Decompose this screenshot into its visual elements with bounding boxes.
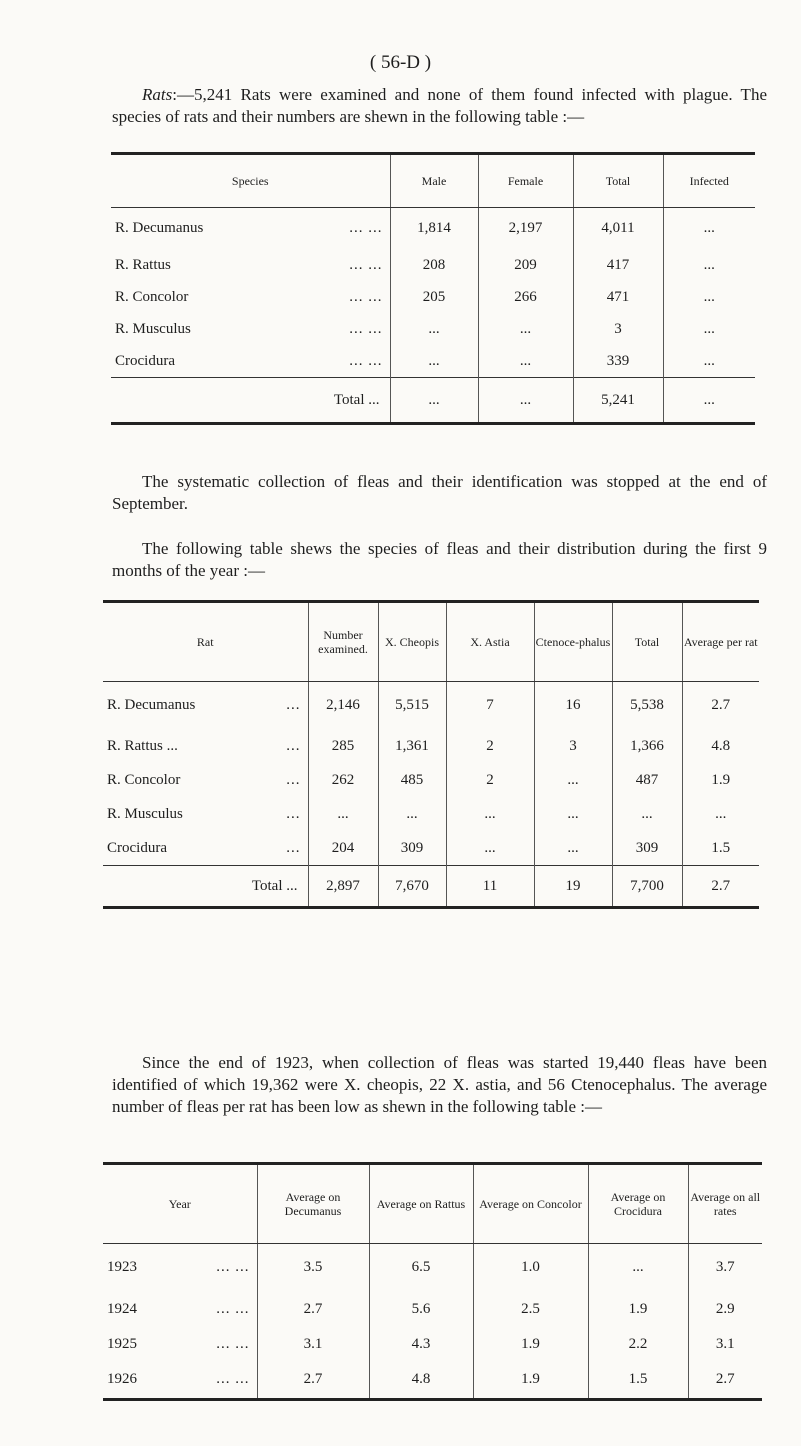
infected-value: ...: [663, 250, 755, 282]
number-value: 2,146: [308, 682, 378, 730]
crocidura-value: 2.2: [588, 1328, 688, 1362]
rattus-value: 5.6: [369, 1292, 473, 1328]
avg-value: 1.9: [682, 764, 759, 798]
table-row: Crocidura ... 204 309 ... ... 309 1.5: [103, 832, 759, 866]
all-value: 2.9: [688, 1292, 762, 1328]
concolor-value: 1.0: [473, 1244, 588, 1292]
infected-value: ...: [663, 346, 755, 378]
astia-total: 11: [446, 866, 534, 908]
total-value: 1,366: [612, 730, 682, 764]
species-name: R. Rattus: [115, 257, 171, 273]
page-number: ( 56-D ): [369, 52, 432, 73]
col-total: Total: [573, 154, 663, 208]
col-average-per-rat: Average per rat: [682, 602, 759, 682]
total-value: 471: [573, 282, 663, 314]
rattus-value: 6.5: [369, 1244, 473, 1292]
number-total: 2,897: [308, 866, 378, 908]
avg-value: 2.7: [682, 682, 759, 730]
rat-name: R. Decumanus: [107, 697, 196, 714]
male-value: ...: [390, 314, 478, 346]
number-value: 262: [308, 764, 378, 798]
year-value: 1925: [107, 1336, 137, 1352]
total-value: 487: [612, 764, 682, 798]
male-value: ...: [390, 346, 478, 378]
cteno-value: 16: [534, 682, 612, 730]
paragraph-since-1923: Since the end of 1923, when collection of fleas was started 19,440 fleas have been identified of which 19,362 were X. cheopis, 22 X. astia, and 56 Ctenocephalus. The average number of fleas per rat has been low as shewn in the following table :—: [112, 1053, 767, 1116]
number-value: ...: [308, 798, 378, 832]
concolor-value: 1.9: [473, 1362, 588, 1400]
col-total: Total: [612, 602, 682, 682]
total-value: 4,011: [573, 208, 663, 250]
cheopis-value: 1,361: [378, 730, 446, 764]
infected-value: ...: [663, 208, 755, 250]
astia-value: 7: [446, 682, 534, 730]
all-value: 3.7: [688, 1244, 762, 1292]
cheopis-value: ...: [378, 798, 446, 832]
total-row: [103, 866, 759, 908]
col-year: Year: [103, 1164, 257, 1244]
species-name: Crocidura: [115, 352, 175, 369]
cheopis-value: 485: [378, 764, 446, 798]
female-value: ...: [478, 346, 573, 378]
col-ctenocephalus: Ctenoce-phalus: [534, 602, 612, 682]
astia-value: 2: [446, 730, 534, 764]
decumanus-value: 2.7: [257, 1362, 369, 1400]
female-total: ...: [478, 378, 573, 424]
cheopis-value: 5,515: [378, 682, 446, 730]
col-number-examined: Number examined.: [308, 602, 378, 682]
rattus-value: 4.8: [369, 1362, 473, 1400]
table-row: R. Decumanus ... 2,146 5,515 7 16 5,538 2.7: [103, 682, 759, 730]
col-avg-rattus: Average on Rattus: [369, 1164, 473, 1244]
species-name: R. Decumanus: [115, 220, 204, 237]
number-value: 204: [308, 832, 378, 866]
cteno-value: ...: [534, 764, 612, 798]
rat-name: Crocidura: [107, 839, 167, 856]
year-value: 1924: [107, 1301, 137, 1317]
flea-distribution-table: [103, 600, 759, 909]
male-total: ...: [390, 378, 478, 424]
paragraph-flea-distribution: The following table shews the species of fleas and their distribution during the first 9 months of the year :—: [112, 539, 767, 580]
total-value: ...: [612, 798, 682, 832]
rats-lead: Rats: [142, 85, 173, 104]
table-row: 1926 ... ... 2.7 4.8 1.9 1.5 2.7: [103, 1362, 762, 1400]
infected-value: ...: [663, 282, 755, 314]
avg-value: 1.5: [682, 832, 759, 866]
female-value: ...: [478, 314, 573, 346]
decumanus-value: 3.1: [257, 1328, 369, 1362]
year-value: 1923: [107, 1259, 137, 1276]
table-row: Crocidura ... ... ... ... 339 ...: [111, 346, 755, 378]
yearly-average-table: [103, 1162, 762, 1401]
col-x-astia: X. Astia: [446, 602, 534, 682]
female-value: 209: [478, 250, 573, 282]
table-row: R. Musculus ... ... ... ... ... ... ...: [103, 798, 759, 832]
species-name: R. Concolor: [115, 289, 189, 305]
table-row: R. Decumanus ... ... 1,814 2,197 4,011 ...: [111, 208, 755, 250]
male-value: 1,814: [390, 208, 478, 250]
crocidura-value: ...: [588, 1244, 688, 1292]
cteno-value: ...: [534, 798, 612, 832]
col-x-cheopis: X. Cheopis: [378, 602, 446, 682]
col-avg-concolor: Average on Concolor: [473, 1164, 588, 1244]
table-row: R. Rattus ... ... 285 1,361 2 3 1,366 4.8: [103, 730, 759, 764]
rat-name: R. Concolor: [107, 772, 181, 788]
col-avg-crocidura: Average on Crocidura: [588, 1164, 688, 1244]
crocidura-value: 1.5: [588, 1362, 688, 1400]
total-value: 309: [612, 832, 682, 866]
crocidura-value: 1.9: [588, 1292, 688, 1328]
female-value: 2,197: [478, 208, 573, 250]
avg-total: 2.7: [682, 866, 759, 908]
cteno-total: 19: [534, 866, 612, 908]
paragraph-rats: [112, 84, 767, 128]
species-name: R. Musculus: [115, 321, 191, 337]
total-value: 417: [573, 250, 663, 282]
rats-text: :—5,241 Rats were examined and none of them found infected with plague. The species of rats and their numbers are shewn in the following table :—: [112, 85, 767, 126]
concolor-value: 2.5: [473, 1292, 588, 1328]
male-value: 205: [390, 282, 478, 314]
col-avg-all: Average on all rates: [688, 1164, 762, 1244]
total-label: Total ...: [103, 866, 308, 908]
concolor-value: 1.9: [473, 1328, 588, 1362]
astia-value: 2: [446, 764, 534, 798]
total-value: 5,538: [612, 682, 682, 730]
all-value: 2.7: [688, 1362, 762, 1400]
paragraph-collection-stopped: The systematic collection of fleas and their identification was stopped at the end of September.: [112, 472, 767, 513]
table-row: R. Concolor ... ... 205 266 471 ...: [111, 282, 755, 314]
cheopis-total: 7,670: [378, 866, 446, 908]
col-male: Male: [390, 154, 478, 208]
total-label: Total ...: [111, 378, 390, 424]
cteno-value: ...: [534, 832, 612, 866]
avg-value: ...: [682, 798, 759, 832]
female-value: 266: [478, 282, 573, 314]
table-row: 1924 ... ... 2.7 5.6 2.5 1.9 2.9: [103, 1292, 762, 1328]
astia-value: ...: [446, 798, 534, 832]
col-avg-decumanus: Average on Decumanus: [257, 1164, 369, 1244]
table-row: 1925 ... ... 3.1 4.3 1.9 2.2 3.1: [103, 1328, 762, 1362]
male-value: 208: [390, 250, 478, 282]
rat-name: R. Rattus ...: [107, 738, 178, 754]
table-row: R. Concolor ... 262 485 2 ... 487 1.9: [103, 764, 759, 798]
col-species: Species: [111, 154, 390, 208]
table-row: 1923 ... ... 3.5 6.5 1.0 ... 3.7: [103, 1244, 762, 1292]
cteno-value: 3: [534, 730, 612, 764]
col-rat: Rat: [103, 602, 308, 682]
year-value: 1926: [107, 1371, 137, 1388]
table-row: R. Rattus ... ... 208 209 417 ...: [111, 250, 755, 282]
grand-total: 7,700: [612, 866, 682, 908]
rat-name: R. Musculus: [107, 806, 183, 822]
avg-value: 4.8: [682, 730, 759, 764]
cheopis-value: 309: [378, 832, 446, 866]
number-value: 285: [308, 730, 378, 764]
rattus-value: 4.3: [369, 1328, 473, 1362]
astia-value: ...: [446, 832, 534, 866]
decumanus-value: 3.5: [257, 1244, 369, 1292]
infected-value: ...: [663, 314, 755, 346]
total-value: 3: [573, 314, 663, 346]
grand-total: 5,241: [573, 378, 663, 424]
species-table: [111, 152, 755, 425]
col-female: Female: [478, 154, 573, 208]
all-value: 3.1: [688, 1328, 762, 1362]
total-row: [111, 378, 755, 424]
decumanus-value: 2.7: [257, 1292, 369, 1328]
infected-total: ...: [663, 378, 755, 424]
col-infected: Infected: [663, 154, 755, 208]
total-value: 339: [573, 346, 663, 378]
table-row: R. Musculus ... ... ... ... 3 ...: [111, 314, 755, 346]
